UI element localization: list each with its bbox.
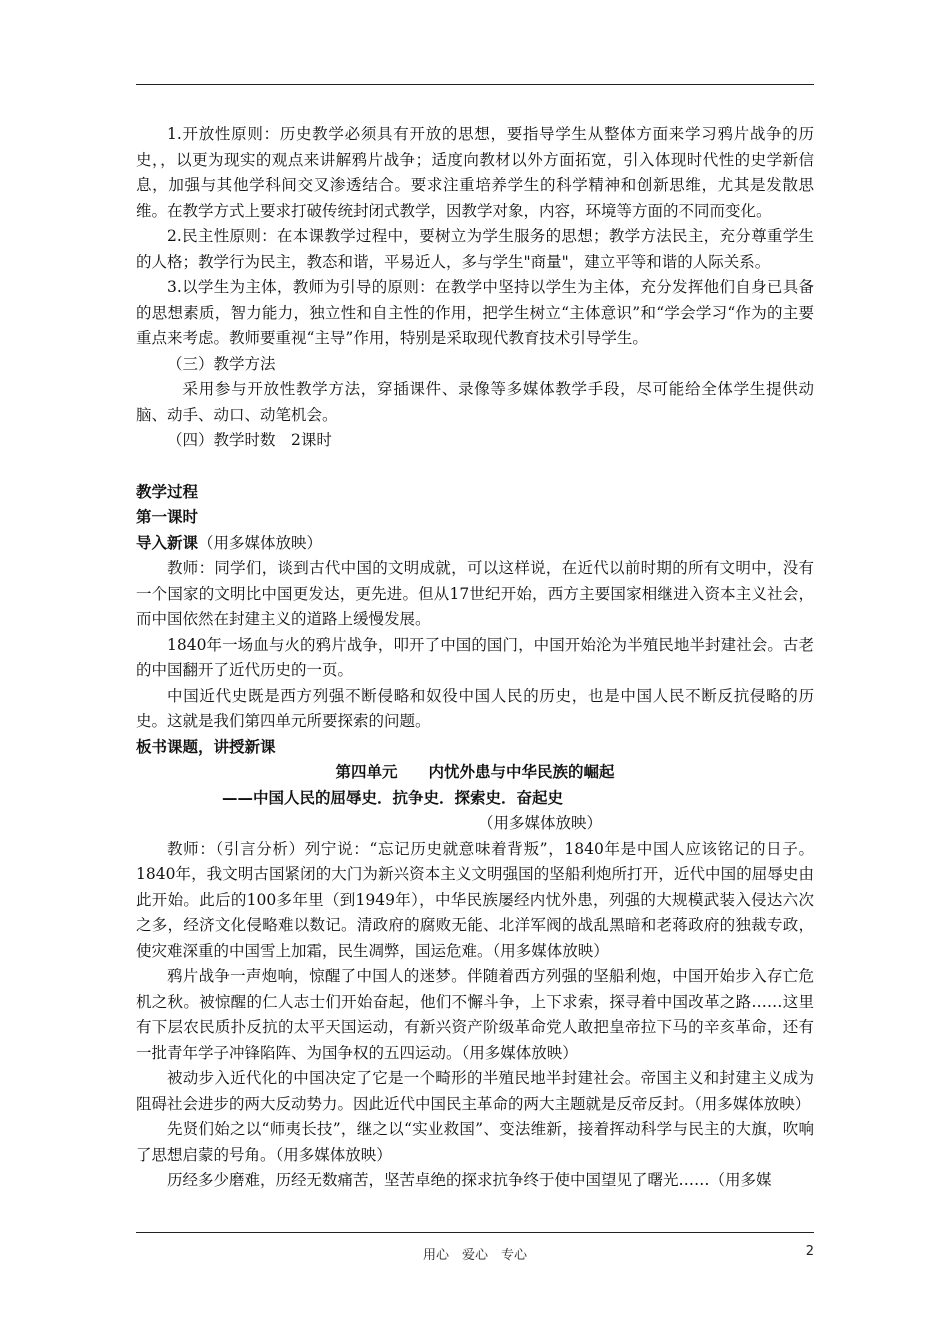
teaching-hours: （四）教学时数 2课时 xyxy=(167,431,332,449)
footer-motto: 用心 爱心 专心 xyxy=(422,1248,527,1263)
header-rule xyxy=(136,84,814,85)
intro-paragraph: 1840年一场血与火的鸦片战争，叩开了中国的国门，中国开始沦为半殖民地半封建社会。古老的中国翻开了近代历史的一页。 xyxy=(136,635,814,679)
principle-democratic: 2.民主性原则：在本课教学过程中，要树立为学生服务的思想；教学方法民主，充分尊重学生的人格；教学行为民主，教态和谐，平易近人，多与学生"商量"，建立平等和谐的人际关系。 xyxy=(136,227,814,271)
process-heading: 教学过程 xyxy=(136,482,199,501)
intro-heading xyxy=(136,531,814,557)
lesson-heading: 第一课时 xyxy=(136,508,199,526)
intro-paragraph: 教师：同学们，谈到古代中国的文明成就，可以这样说，在近代以前时期的所有文明中，没有一个国家的文明比中国更发达，更先进。但从17世纪开始，西方主要国家相继进入资本主义社会，而中国依然在封建主义的道路上缓慢发展。 xyxy=(136,559,814,628)
unit-note: （用多媒体放映） xyxy=(477,814,602,832)
principle-student-centered: 3.以学生为主体，教师为引导的原则：在教学中坚持以学生为主体，充分发挥他们自身已具备的思想素质，智力能力，独立性和自主性的作用，把学生树立“主体意识”和“学会学习“作为的主要重点来考虑。教师要重视“主导”作用，特别是采取现代教育技术引导学生。 xyxy=(136,278,814,347)
principle-open: 1.开放性原则：历史教学必须具有开放的思想，要指导学生从整体方面来学习鸦片战争的历史，，以更为现实的观点来讲解鸦片战争；适度向教材以外方面拓宽，引入体现时代性的史学新信息，加强与其他学科间交叉渗透结合。要求注重培养学生的科学精神和创新思维，尤其是发散思维。在教学方式上要求打破传统封闭式教学，因教学对象，内容，环境等方面的不同而变化。 xyxy=(136,125,814,220)
lecture-paragraph: 被动步入近代化的中国决定了它是一个畸形的半殖民地半封建社会。帝国主义和封建主义成为阻碍社会进步的两大反动势力。因此近代中国民主革命的两大主题就是反帝反封。（用多媒体放映） xyxy=(136,1069,814,1113)
page-number: 2 xyxy=(805,1244,814,1259)
methods-text: 采用参与开放性教学方法，穿插课件、录像等多媒体教学手段，尽可能给全体学生提供动脑、动手、动口、动笔机会。 xyxy=(136,380,814,424)
lecture-paragraph: 先贤们始之以“师夷长技”，继之以“实业救国”、变法维新，接着挥动科学与民主的大旗，吹响了思想启蒙的号角。（用多媒体放映） xyxy=(136,1120,814,1164)
intro-paragraph: 中国近代史既是西方列强不断侵略和奴役中国人民的历史，也是中国人民不断反抗侵略的历史。这就是我们第四单元所要探索的问题。 xyxy=(136,686,814,730)
methods-heading: （三）教学方法 xyxy=(167,354,276,373)
footer-rule xyxy=(136,1232,814,1233)
unit-title: 第四单元 内忧外患与中华民族的崛起 xyxy=(335,763,615,781)
intro-heading-note: （用多媒体放映） xyxy=(198,533,323,552)
lecture-paragraph: 鸦片战争一声炮响，惊醒了中国人的迷梦。伴随着西方列强的坚船利炮，中国开始步入存亡危机之秋。被惊醒的仁人志士们开始奋起，他们不懈斗争，上下求索，探寻着中国改革之路……这里有下层农民质扑反抗的太平天国运动，有新兴资产阶级革命党人敢把皇帝拉下马的辛亥革命，还有一批青年学子冲锋陷阵、为国争权的五四运动。（用多媒体放映） xyxy=(136,967,814,1062)
board-heading: 板书课题，讲授新课 xyxy=(136,737,276,756)
lecture-paragraph: 教师：（引言分析）列宁说：“忘记历史就意味着背叛”，1840年是中国人应该铭记的日子。1840年，我文明古国紧闭的大门为新兴资本主义文明强国的坚船利炮所打开，近代中国的屈辱史由此开始。此后的100多年里（到1949年），中华民族屡经内忧外患，列强的大规模武装入侵达六次之多，经济文化侵略难以数记。清政府的腐败无能、北洋军阀的战乱黑暗和老蒋政府的独裁专政，使灾难深重的中国雪上加霜，民生凋弊，国运危难。（用多媒体放映） xyxy=(136,839,814,960)
unit-subtitle: ——中国人民的屈辱史．抗争史．探索史．奋起史 xyxy=(222,788,564,807)
intro-heading-label: 导入新课 xyxy=(136,533,199,552)
page-body xyxy=(136,122,814,1194)
lecture-paragraph: 历经多少磨难，历经无数痛苦，坚苦卓绝的探求抗争终于使中国望见了曙光……（用多媒 xyxy=(167,1171,772,1189)
